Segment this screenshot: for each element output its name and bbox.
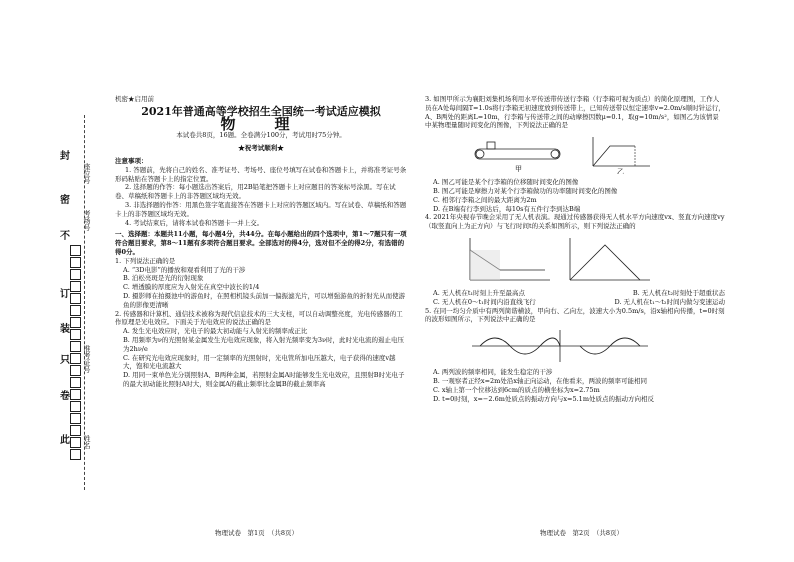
option-text: A. 图乙可能是某个行李箱的位移随时间变化的图像 (433, 178, 579, 187)
binding-word: 密 (60, 195, 72, 206)
good-luck: ★祝考试顺利★ (238, 144, 284, 153)
admission-number-label: 准考证号 (83, 345, 91, 373)
note-item: 1. 答题前，先将自己的姓名、准考证号、考场号、座位号填写在试卷和答题卡上，并将准考证号条形码粘贴在答题卡上的指定位置。 (115, 165, 407, 183)
exam-room-label: 考场号 (83, 210, 91, 231)
question-stem: 2. 传感器和计算机、通信技术被称为现代信息技术的三大支柱，可以自动调整亮度，光电传感器的工作原理是光电效应。下面关于光电效应的说法正确的是 (115, 309, 403, 327)
binding-word: 此 (60, 435, 72, 446)
option-text: D. 用同一束单色光分别照射A、B两种金属，若照射金属A时能够发生光电效应，且照射B时光电子的最大初动能比照射A时大，则金属A的截止频率比金属B的截止频率高 (123, 371, 405, 388)
question-stem: 4. 2021年央视春节晚会采用了无人机表演。现通过传感器获得无人机水平方向速度vx、竖直方向速度vy（取竖直向上为正方向）与飞行时间t的关系如图所示，则下列说法正确的 (425, 213, 725, 231)
conveyor-figure (465, 134, 575, 174)
binding-word: 订 (60, 289, 72, 300)
subject-title: 物 理 (220, 114, 302, 133)
option-text: D. 在B端有行李到达后，每10s有五件行李到达B端 (433, 204, 581, 213)
q5-figure (470, 328, 725, 364)
option-text: B. 用频率为ν的光照射某金属发生光电效应现象，将入射光频率变为3ν时，此时光电流的遏止电压为2hν/e (123, 335, 404, 353)
vy-graph (565, 235, 655, 285)
note-item: 4. 考试结束后，请将本试卷和答题卡一并上交。 (125, 218, 264, 227)
secret-mark: 机密★启用前 (115, 95, 154, 103)
option-text: A. 无人机在t₁时刻上升至最高点 (433, 288, 526, 297)
vx-graph (465, 235, 555, 285)
q3-figures (465, 134, 725, 174)
option-text: B. 一观察者正经x=2m处沿x轴正向运动，在他看来，两波的频率可能相同 (433, 376, 647, 385)
section-heading: 一、选择题：本题共11小题，每小题4分，共44分。在每小题给出的四个选项中，第1～7题只有一项符合题目要求，第8～11题有多项符合题目要求。全部选对的得4分，选对但不全的得2分，有选错的得0分。 (115, 230, 407, 256)
fold-line (84, 115, 85, 490)
option-text: D. t=0时刻，x=−2.6m处质点的振动方向与x=5.1m处质点的振动方向相反 (433, 394, 654, 403)
page-1-footer: 物理试卷 第1页 （共8页） (215, 529, 299, 537)
option-text: D. 摄影师在拍摄池中的游鱼时，在照相机镜头前加一偏振滤光片，可以增强游鱼的折射光从而使游鱼的影像更清晰 (123, 291, 406, 309)
option-row (425, 289, 725, 298)
admission-number-boxes[interactable] (70, 245, 81, 461)
option-text: B. 无人机在t₂时刻处于超重状态 (632, 288, 725, 297)
option-text: C. 无人机在0～t₁时间内沿直线飞行 (433, 297, 536, 306)
binding-word: 装 (60, 324, 72, 335)
name-label: 姓名 (83, 435, 91, 449)
binding-word: 只 (60, 355, 72, 366)
question-stem: 3. 如图甲所示为襄阳刘集机场利用水平传送带传送行李箱（行李箱可视为质点）的简化原理图，工作人员在A处每间隔T=1.0s将行李箱无初速度放到传送带上，已知传送带以恒定速率v=2.0m/s顺时针运行，A、B两处的距离L=10m，行李箱与传送带之间的动摩擦因数μ=0.1，取g=10m/s²，如图乙为该情景中某物理量随时间变化的图像，下列说法正确的是 (425, 95, 725, 130)
option-text: B. 泊松亮斑是光的衍射现象 (123, 274, 204, 283)
note-item: 2. 选择题的作答：每小题选出答案后，用2B铅笔把答题卡上对应题目的答案标号涂黑。写在试卷、草稿纸和答题卡上的非答题区域均无效。 (115, 183, 396, 201)
binding-word: 不 (60, 231, 72, 242)
note-item: 3. 非选择题的作答：用黑色签字笔直接答在答题卡上对应的答题区域内。写在试卷、草稿纸和答题卡上的非答题区域均无效。 (115, 200, 407, 218)
fig-label-jia: 甲 (515, 165, 522, 174)
question-stem: 1. 下列说法正确的是 (115, 256, 176, 265)
graph-figure (585, 134, 655, 174)
binding-word: 卷 (60, 391, 72, 402)
option-text: C. 增透膜的厚度应为入射光在真空中波长的1/4 (123, 283, 260, 292)
q4-figures (465, 235, 725, 285)
option-text: A. 发生光电效应时，光电子的最大初动能与入射光的频率成正比 (123, 327, 308, 336)
option-text: A. 两列波的频率相同，能发生稳定的干涉 (433, 368, 553, 377)
notes-title: 注意事项： (115, 156, 148, 165)
exam-title: 2021年普通高等学校招生全国统一考试适应模拟 (141, 104, 381, 118)
page-2 (425, 95, 725, 403)
question-stem: 5. 在同一均匀介质中有两列简谐横波，甲向右、乙向左，波速大小为0.5m/s，沿x轴相向传播，t=0时刻的波形如图所示，下列说法中正确的是 (425, 306, 725, 324)
page-1 (115, 95, 407, 389)
option-text: A. “3D电影”的播放和观看利用了光的干涉 (123, 265, 246, 274)
wave-graph (470, 328, 650, 364)
option-row (425, 298, 725, 307)
option-text: C. x轴上第一个位移达到6cm的质点的横坐标为x=2.75m (433, 385, 600, 394)
option-text: C. 相邻行李箱之间的最大距离为2m (433, 195, 537, 204)
binding-word: 封 (60, 151, 72, 162)
page-2-footer: 物理试卷 第2页 （共8页） (540, 529, 624, 537)
option-text: C. 在研究光电效应现象时，用一定频率的光照射时，光电管所加电压越大，电子获得的速度v越大，饱和光电流越大 (123, 353, 396, 371)
exam-info: 本试卷共8页，16题。全卷满分100分，考试用时75分钟。 (176, 131, 346, 140)
binding-margin (8, 115, 100, 495)
option-text: B. 图乙可能是摩擦力对某个行李箱做功的功率随时间变化的图像 (433, 186, 618, 195)
option-text: D. 无人机在t₁～t₂时间内做匀变速运动 (614, 297, 725, 306)
seat-number-label: 座位号 (83, 163, 91, 184)
fig-label-yi: 乙 (617, 168, 624, 175)
